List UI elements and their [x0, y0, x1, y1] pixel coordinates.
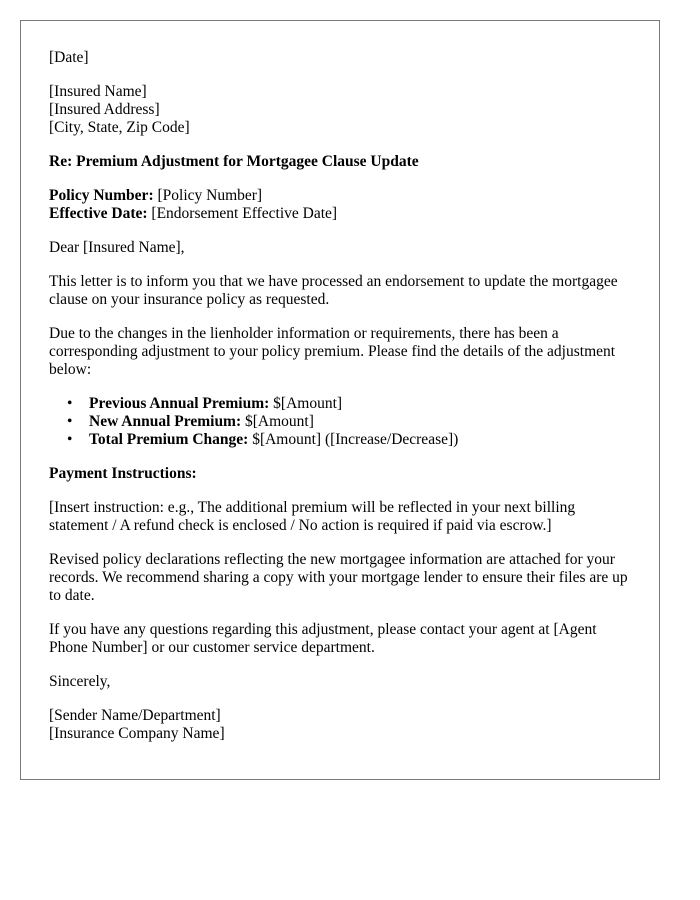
premium-item-label: Total Premium Change:: [89, 431, 249, 448]
premium-item-value: $[Amount]: [269, 395, 343, 412]
premium-list: [49, 395, 631, 449]
recipient-address-block: [49, 83, 631, 137]
recipient-city-state-zip: [City, State, Zip Code]: [49, 119, 190, 136]
declarations-paragraph: Revised policy declarations reflecting the new mortgagee information are attached for your records. We recommend sharing a copy with your mortgage lender to ensure their files are up to date.: [49, 551, 628, 604]
salutation: Dear [Insured Name],: [49, 239, 185, 256]
letter-date: [49, 49, 631, 67]
premium-item-value: $[Amount]: [241, 413, 314, 430]
date-text: [Date]: [49, 49, 89, 66]
letter-container: [20, 20, 660, 780]
premium-item-label: Previous Annual Premium:: [89, 395, 270, 412]
questions-paragraph: If you have any questions regarding this adjustment, please contact your agent at [Agent Phone Number] or our customer service department.: [49, 621, 597, 656]
list-item: [67, 395, 631, 413]
payment-instruction: [Insert instruction: e.g., The additional premium will be reflected in your next billing statement / A refund check is enclosed / No action is required if paid via escrow.]: [49, 499, 576, 534]
premium-item-label: New Annual Premium:: [89, 413, 242, 430]
bullet-icon: •: [67, 395, 73, 412]
bullet-icon: •: [67, 413, 73, 430]
sender-company: [Insurance Company Name]: [49, 725, 225, 742]
subject-text: Re: Premium Adjustment for Mortgagee Clause Update: [49, 153, 419, 170]
signoff: Sincerely,: [49, 673, 111, 690]
recipient-name: [Insured Name]: [49, 83, 147, 100]
payment-heading: Payment Instructions:: [49, 465, 197, 482]
bullet-icon: •: [67, 431, 73, 448]
policy-number-label: Policy Number:: [49, 187, 154, 204]
intro-paragraph: This letter is to inform you that we have processed an endorsement to update the mortgagee clause on your insurance policy as requested.: [49, 273, 618, 308]
policy-number-line: [49, 187, 631, 205]
effective-date-label: Effective Date:: [49, 205, 148, 222]
list-item: [67, 431, 631, 449]
policy-number-value: [Policy Number]: [153, 187, 263, 204]
effective-date-value: [Endorsement Effective Date]: [147, 205, 338, 222]
adjustment-paragraph: Due to the changes in the lienholder information or requirements, there has been a corresponding adjustment to your policy premium. Please find the details of the adjustment below:: [49, 325, 616, 378]
recipient-address: [Insured Address]: [49, 101, 160, 118]
premium-item-value: $[Amount] ([Increase/Decrease]): [248, 431, 459, 448]
effective-date-line: [49, 205, 631, 223]
sender-block: [49, 707, 631, 743]
policy-details: [49, 187, 631, 223]
subject-line: [49, 153, 631, 171]
list-item: [67, 413, 631, 431]
sender-name: [Sender Name/Department]: [49, 707, 221, 724]
